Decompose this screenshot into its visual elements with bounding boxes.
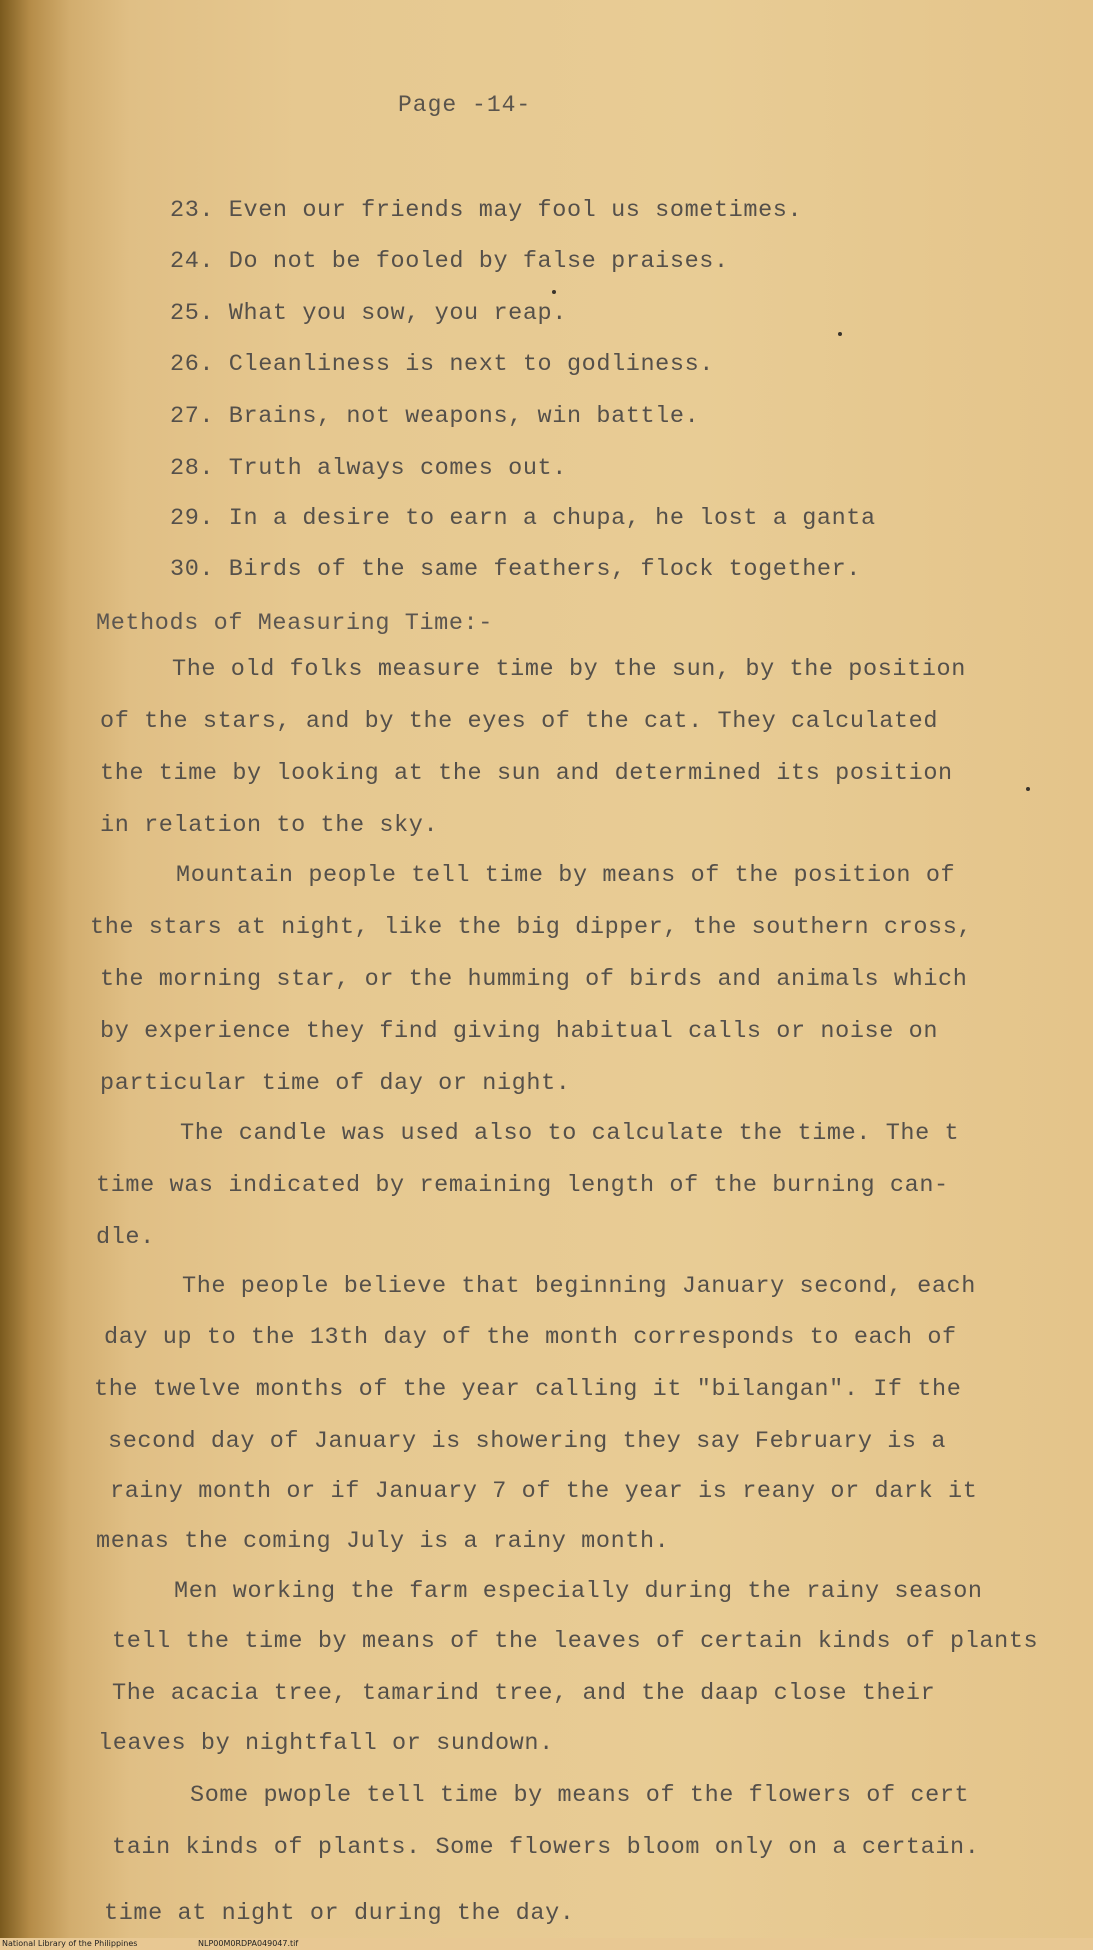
body-line: the stars at night, like the big dipper, the southern cross, [90,914,973,941]
body-line: the time by looking at the sun and determined its position [100,760,953,787]
body-line: tell the time by means of the leaves of certain kinds of plants [112,1628,1039,1655]
ink-speck [552,290,556,294]
proverb-28: 28. Truth always comes out. [170,455,567,482]
body-line: rainy month or if January 7 of the year is reany or dark it [110,1478,978,1505]
footer-library-name: National Library of the Philippines [2,1939,138,1948]
body-line: in relation to the sky. [100,812,439,839]
ink-speck [838,332,842,336]
archive-footer [0,1938,1093,1950]
body-line: by experience they find giving habitual calls or noise on [100,1018,939,1045]
body-line: the morning star, or the humming of birds and animals which [100,966,968,993]
proverb-30: 30. Birds of the same feathers, flock together. [170,556,862,583]
footer-file-name: NLP00M0RDPA049047.tif [198,1939,299,1948]
body-line: Mountain people tell time by means of the position of [176,862,956,889]
proverb-23: 23. Even our friends may fool us sometimes. [170,197,803,224]
ink-speck [1026,787,1030,791]
body-line: Men working the farm especially during the rainy season [174,1578,983,1605]
body-line: leaves by nightfall or sundown. [98,1730,554,1757]
proverb-24: 24. Do not be fooled by false praises. [170,248,729,275]
proverb-27: 27. Brains, not weapons, win battle. [170,403,700,430]
body-line: time at night or during the day. [104,1900,575,1927]
body-line: particular time of day or night. [100,1070,571,1097]
section-heading: Methods of Measuring Time:- [96,610,493,637]
body-line: menas the coming July is a rainy month. [96,1528,670,1555]
proverb-29: 29. In a desire to earn a chupa, he lost a ganta [170,505,876,532]
body-line: The old folks measure time by the sun, by the position [172,656,966,683]
body-line: day up to the 13th day of the month corresponds to each of [104,1324,957,1351]
body-line: The candle was used also to calculate the time. The t [180,1120,960,1147]
page-number-header: Page -14- [398,92,532,118]
body-line: tain kinds of plants. Some flowers bloom only on a certain. [112,1834,980,1861]
body-line: the twelve months of the year calling it "bilangan". If the [94,1376,962,1403]
body-line: Some pwople tell time by means of the flowers of cert [190,1782,970,1809]
body-line: second day of January is showering they say February is a [108,1428,947,1455]
body-line: of the stars, and by the eyes of the cat. They calculated [100,708,939,735]
proverb-25: 25. What you sow, you reap. [170,300,567,327]
body-line: time was indicated by remaining length of the burning can- [96,1172,949,1199]
body-line: The acacia tree, tamarind tree, and the daap close their [112,1680,936,1707]
body-line: dle. [96,1224,155,1251]
proverb-26: 26. Cleanliness is next to godliness. [170,351,714,378]
body-line: The people believe that beginning January second, each [182,1273,976,1300]
